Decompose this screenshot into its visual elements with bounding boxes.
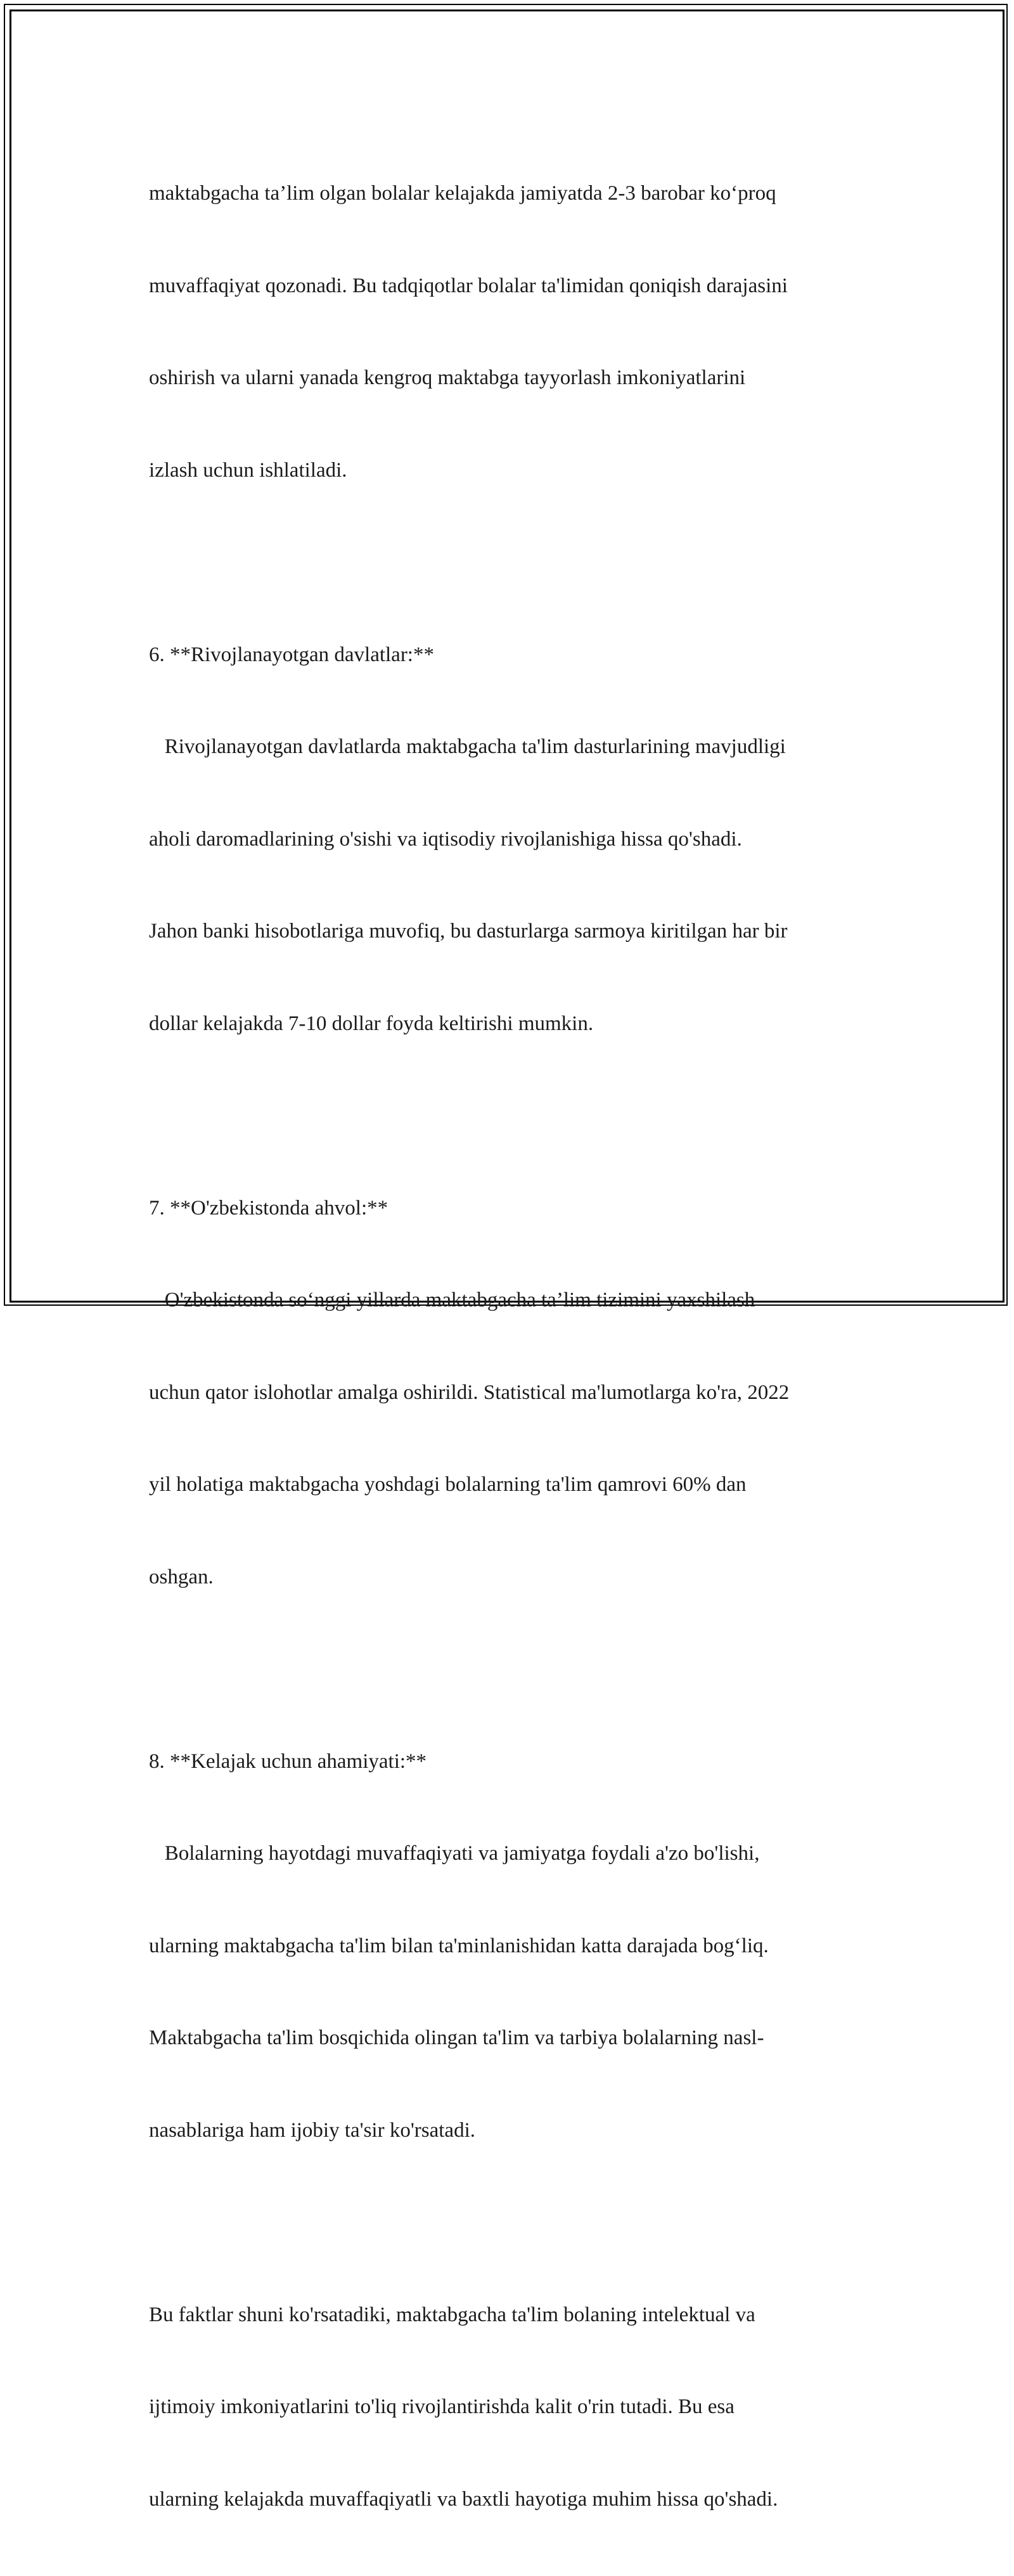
text-line: muvaffaqiyat qozonadi. Bu tadqiqotlar bolalar ta'limidan qoniqish darajasini	[149, 271, 868, 302]
text-line: ularning maktabgacha ta'lim bilan ta'minlanishidan katta darajada bog‘liq.	[149, 1931, 868, 1962]
section-6	[149, 578, 868, 1101]
text-line: Bolalarning hayotdagi muvaffaqiyati va jamiyatga foydali a'zo bo'lishi,	[149, 1838, 868, 1869]
conclusion-paragraph	[149, 2238, 868, 2576]
text-line: Maktabgacha ta'lim bosqichida olingan ta'lim va tarbiya bolalarning nasl-	[149, 2023, 868, 2054]
text-line: Rivojlanayotgan davlatlarda maktabgacha ta'lim dasturlarining mavjudligi	[149, 731, 868, 763]
section-heading: 8. **Kelajak uchun ahamiyati:**	[149, 1746, 868, 1777]
text-line: nasablariga ham ijobiy ta'sir ko'rsatadi.	[149, 2115, 868, 2146]
text-line: Bu faktlar shuni ko'rsatadiki, maktabgacha ta'lim bolaning intelektual va	[149, 2300, 868, 2331]
text-line: ijtimoiy imkoniyatlarini to'liq rivojlantirishda kalit o'rin tutadi. Bu esa	[149, 2392, 868, 2423]
text-line: ularning kelajakda muvaffaqiyatli va baxtli hayotiga muhim hissa qo'shadi.	[149, 2484, 868, 2515]
document-body	[149, 117, 868, 2576]
text-line: O'zbekistonda so‘nggi yillarda maktabgacha ta’lim tizimini yaxshilash	[149, 1285, 868, 1316]
section-heading: 7. **O'zbekistonda ahvol:**	[149, 1193, 868, 1224]
paragraph-gap	[149, 1100, 868, 1131]
text-line: oshirish va ularni yanada kengroq maktabga tayyorlash imkoniyatlarini	[149, 363, 868, 394]
intro-paragraph	[149, 117, 868, 547]
section-8	[149, 1685, 868, 2208]
text-line: oshgan.	[149, 1562, 868, 1593]
text-line: maktabgacha ta’lim olgan bolalar kelajakda jamiyatda 2-3 barobar ko‘proq	[149, 178, 868, 209]
text-line: aholi daromadlarining o'sishi va iqtisodiy rivojlanishiga hissa qo'shadi.	[149, 824, 868, 855]
paragraph-gap	[149, 1654, 868, 1685]
text-line: Jahon banki hisobotlariga muvofiq, bu dasturlarga sarmoya kiritilgan har bir	[149, 916, 868, 947]
paragraph-gap	[149, 547, 868, 578]
section-7	[149, 1131, 868, 1654]
text-line: uchun qator islohotlar amalga oshirildi. Statistical ma'lumotlarga ko'ra, 2022	[149, 1377, 868, 1408]
section-heading: 6. **Rivojlanayotgan davlatlar:**	[149, 640, 868, 671]
text-line: dollar kelajakda 7-10 dollar foyda keltirishi mumkin.	[149, 1008, 868, 1040]
paragraph-gap	[149, 2207, 868, 2238]
text-line: izlash uchun ishlatiladi.	[149, 455, 868, 486]
text-line: yil holatiga maktabgacha yoshdagi bolalarning ta'lim qamrovi 60% dan	[149, 1469, 868, 1500]
